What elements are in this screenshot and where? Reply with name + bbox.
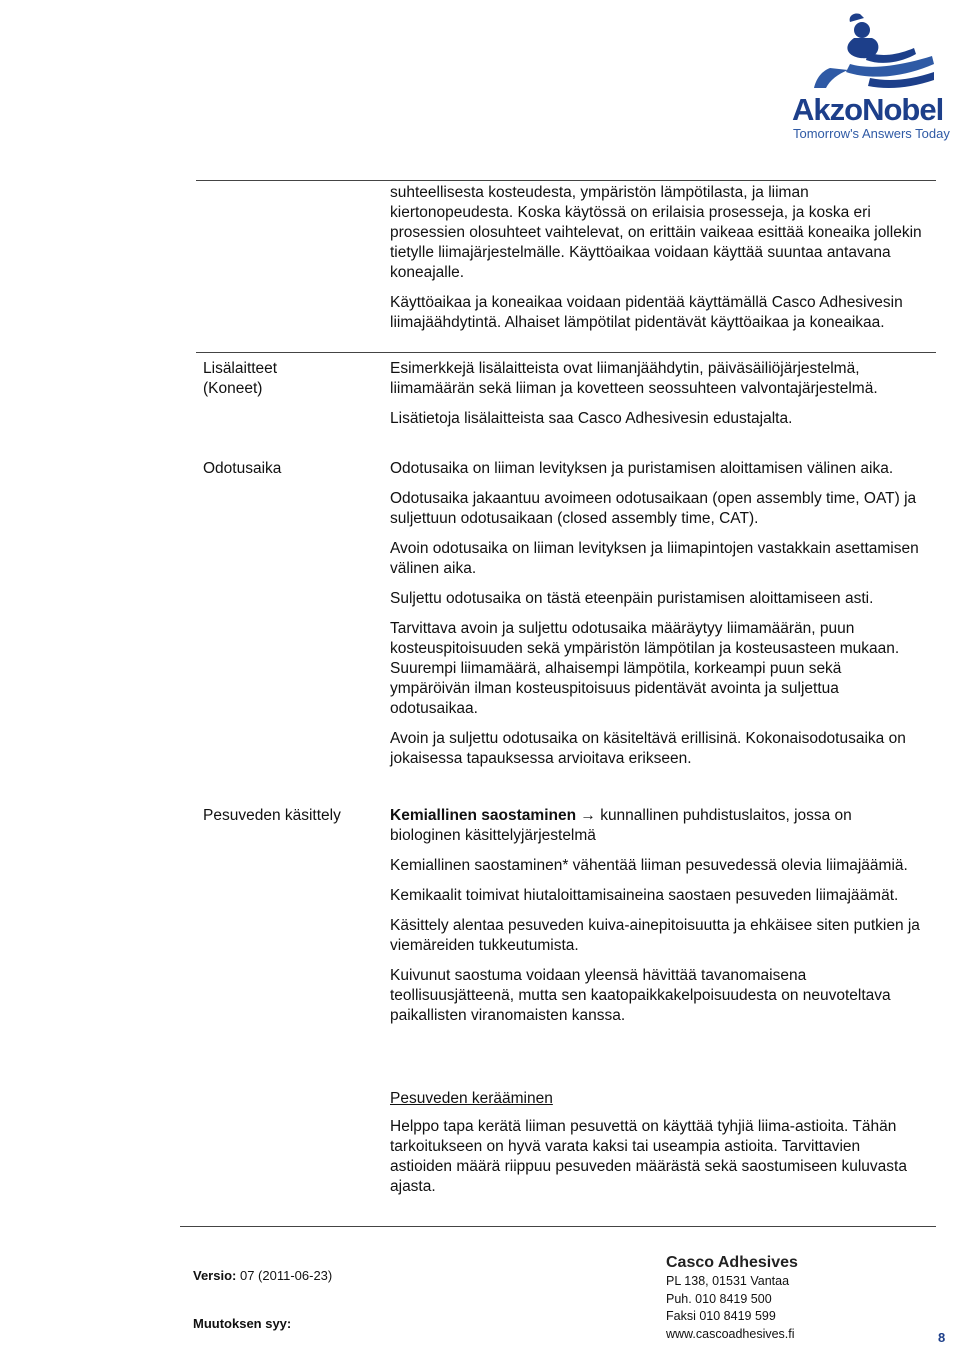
pesuvesi-lead-rest: kunnallinen puhdistuslaitos, jossa on biologinen käsittelyjärjestelmä: [390, 807, 852, 844]
odotusaika-paragraph: Odotusaika on liiman levityksen ja puristamisen aloittamisen välinen aika.: [390, 460, 894, 477]
akzonobel-logo: [780, 8, 950, 141]
section-label-lisalaitteet: Lisälaitteet (Koneet): [203, 360, 278, 397]
pesuvesi-lead: [390, 806, 925, 846]
keraaminen-heading: Pesuveden kerääminen: [390, 1090, 553, 1107]
odotusaika-paragraph: Tarvittava avoin ja suljettu odotusaika määräytyy liimamäärän, puun kosteuspitoisuuden sekä ympäristön lämpötilan ja kosteusasteen mukaan. Suurempi liimamäärä, alhaisempi lämpötila, korkeampi puun sekä ympäröivän ilman kosteuspitoisuus pidentävät avointa ja suljettua odotusaikaa.: [390, 620, 900, 717]
pesuvesi-paragraph: Kuivunut saostuma voidaan yleensä hävittää tavanomaisena teollisuusjätteenä, mutta sen kaatopaikkakelpoisuudesta on neuvoteltava paikallisten viranomaisten kanssa.: [390, 967, 891, 1024]
intro-paragraph: suhteellisesta kosteudesta, ympäristön lämpötilasta, ja liiman kiertonopeudesta. Koska käytössä on erilaisia prosesseja, ja koska eri prosessien olosuhteet vaihtelevat, on erittäin vaikeaa esittää koneaika jollekin tietylle liimajärjestelmälle. Käyttöaikaa voidaan käyttää suuntaa antavana koneajalle.: [390, 184, 922, 281]
footer-rule: [180, 1226, 936, 1227]
footer-company: Casco Adhesives: [666, 1254, 798, 1271]
pesuvesi-lead-bold: Kemiallinen saostaminen: [390, 807, 577, 824]
pesuvesi-paragraph: Kemiallinen saostaminen* vähentää liiman pesuvedessä olevia liimajäämiä.: [390, 857, 908, 874]
top-rule: [196, 180, 936, 181]
pesuvesi-section: [390, 806, 925, 1036]
pesuvesi-paragraph: Käsittely alentaa pesuveden kuiva-ainepitoisuutta ja ehkäisee siten putkien ja viemäreiden tukkeutumista.: [390, 917, 920, 954]
footer-version: [193, 1268, 332, 1283]
lisalaitteet-section: [390, 359, 925, 439]
odotusaika-paragraph: Odotusaika jakaantuu avoimeen odotusaikaan (open assembly time, OAT) ja suljettuun odotusaikaan (closed assembly time, CAT).: [390, 490, 917, 527]
footer-phone: Puh. 010 8419 500: [666, 1291, 772, 1306]
keraaminen-paragraph: Helppo tapa kerätä liiman pesuvettä on käyttää tyhjiä liima-astioita. Tähän tarkoitukseen on hyvä varata kaksi tai useampia astioita. Tarvittavien astioiden määrä riippuu pesuveden määrästä sekä saostumiseen kuluvasta ajasta.: [390, 1118, 907, 1195]
odotusaika-paragraph: Avoin ja suljettu odotusaika on käsiteltävä erillisinä. Kokonaisodotusaika on jokaisessa tapauksessa arvioitava erikseen.: [390, 730, 906, 767]
pesuvesi-paragraph: Kemikaalit toimivat hiutaloittamisaineina saostaen pesuveden liimajäämät.: [390, 887, 899, 904]
section-label-pesuvesi: Pesuveden käsittely: [203, 807, 341, 824]
footer-contact: [666, 1273, 795, 1343]
section-rule: [196, 352, 936, 353]
intro-section: [390, 183, 925, 343]
section-label-odotusaika: Odotusaika: [203, 460, 282, 477]
keraaminen-section: [390, 1089, 925, 1207]
page-number: 8: [938, 1330, 946, 1345]
akzonobel-figure-icon: [810, 8, 940, 93]
odotusaika-paragraph: Avoin odotusaika on liiman levityksen ja liimapintojen vastakkain asettamisen välinen aika.: [390, 540, 919, 577]
intro-paragraph: Käyttöaikaa ja koneaikaa voidaan pidentää käyttämällä Casco Adhesivesin liimajäähdytintä. Alhaiset lämpötilat pidentävät käyttöaikaa ja koneaikaa.: [390, 294, 903, 331]
brand-tagline: Tomorrow's Answers Today: [793, 126, 950, 141]
brand-name: AkzoNobel: [792, 92, 944, 127]
arrow-icon: →: [576, 807, 601, 824]
footer-web: www.cascoadhesives.fi: [666, 1326, 795, 1341]
footer-change-reason: Muutoksen syy:: [193, 1316, 292, 1331]
version-label: Versio:: [193, 1268, 237, 1283]
lisalaitteet-paragraph: Esimerkkejä lisälaitteista ovat liimanjäähdytin, päiväsäiliöjärjestelmä, liimamäärän sekä liiman ja kovetteen seossuhteen valvontajärjestelmä.: [390, 360, 878, 397]
lisalaitteet-paragraph: Lisätietoja lisälaitteista saa Casco Adhesivesin edustajalta.: [390, 410, 793, 427]
version-value: 07 (2011-06-23): [236, 1268, 333, 1283]
odotusaika-paragraph: Suljettu odotusaika on tästä eteenpäin puristamisen aloittamiseen asti.: [390, 590, 874, 607]
footer-address: PL 138, 01531 Vantaa: [666, 1274, 790, 1288]
odotusaika-section: [390, 459, 925, 779]
footer-fax: Faksi 010 8419 599: [666, 1309, 776, 1323]
